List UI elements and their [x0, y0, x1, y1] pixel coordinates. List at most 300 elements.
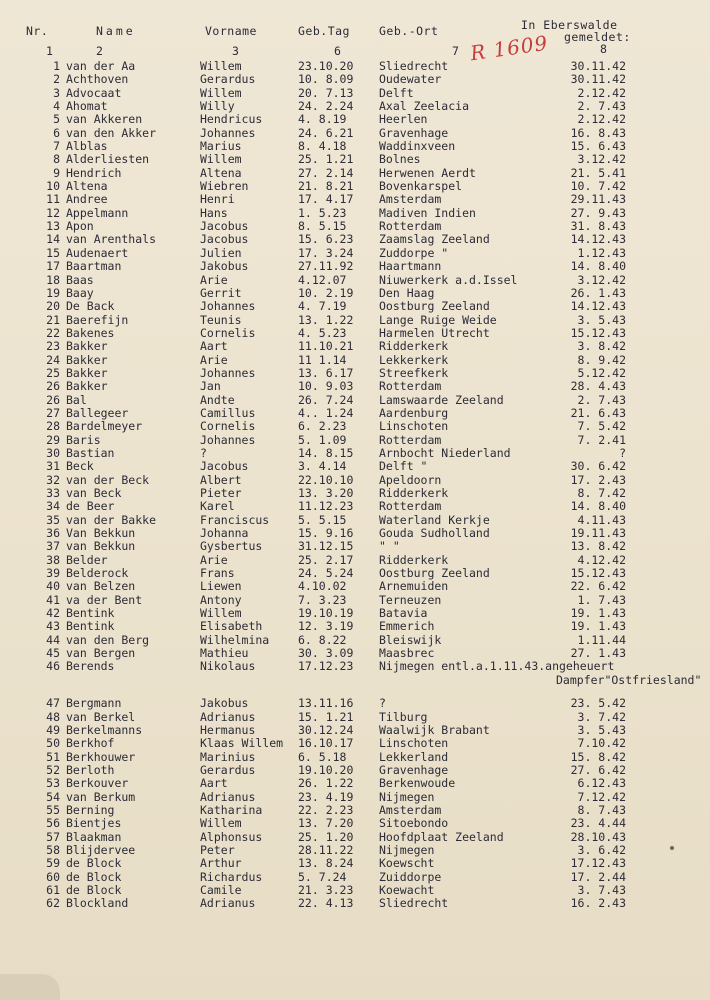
row-number: 54 [46, 789, 60, 804]
row-birthplace: Linschoten [379, 736, 449, 751]
table-row [0, 153, 710, 166]
table-row [0, 711, 710, 724]
row-name: Berkhouwer [66, 749, 136, 764]
row-vorname: Teunis [200, 312, 242, 327]
row-number: 53 [46, 776, 60, 791]
table-row [0, 193, 710, 206]
row-vorname: Elisabeth [200, 619, 263, 634]
row-vorname: Arthur [200, 856, 242, 871]
handwritten-stamp: R 1609 [468, 30, 550, 66]
row-name: van der Aa [66, 59, 136, 73]
row-vorname: Johanna [200, 526, 249, 541]
row-birthdate: 24. 2.24 [298, 99, 354, 114]
row-name: Bardelmeyer [66, 419, 143, 434]
row-birthdate: 23.10.20 [298, 59, 354, 73]
row-number: 55 [46, 802, 60, 817]
row-name: Altena [66, 179, 108, 194]
row-name: Blijdervee [66, 842, 136, 857]
row-name: Berkelmanns [66, 722, 143, 737]
row-birthplace: Rotterdam [379, 432, 442, 447]
row-birthplace: Axal Zeelacia [379, 99, 470, 114]
row-registered: 4.12.42 [577, 552, 626, 567]
row-birthdate: 30.12.24 [298, 722, 354, 737]
header-gemeldet: gemeldet: [564, 30, 631, 44]
row-number: 22 [46, 325, 60, 340]
row-registered: 14. 8.40 [570, 259, 626, 274]
row-birthplace: Ridderkerk [379, 339, 449, 354]
row-vorname: Aart [200, 776, 228, 791]
row-vorname: Katharina [200, 802, 263, 817]
row-birthdate: 19.10.20 [298, 762, 354, 777]
row-vorname: Johannes [200, 125, 256, 140]
row-name: van den Akker [66, 125, 157, 140]
row-birthdate: 17. 4.17 [298, 192, 354, 207]
row-name: Baay [66, 285, 94, 300]
row-birthdate: 6. 8.22 [298, 632, 347, 647]
row-registered: 21. 6.43 [570, 405, 626, 420]
row-birthdate: 4.. 1.24 [298, 405, 354, 420]
ink-dot [670, 846, 674, 850]
table-row [0, 274, 710, 287]
row-birthplace: Lange Ruige Weide [379, 312, 497, 327]
row-registered: 3. 7.43 [577, 882, 626, 897]
table-row [0, 460, 710, 473]
row-vorname: Cornelis [200, 325, 256, 340]
row-number: 42 [46, 606, 60, 621]
row-birthplace: Den Haag [379, 285, 435, 300]
row-vorname: Julien [200, 245, 242, 260]
row-birthplace: Bovenkarspel [379, 179, 463, 194]
row-number: 17 [46, 259, 60, 274]
row-birthplace: Sliedrecht [379, 59, 449, 73]
row-name: van der Bakke [66, 512, 157, 527]
row-name: Bakker [66, 352, 108, 367]
row-vorname: Adrianus [200, 789, 256, 804]
row-birthdate: 10. 8.09 [298, 72, 354, 87]
row-birthplace: Oostburg Zeeland [379, 566, 490, 581]
row-vorname: Marius [200, 139, 242, 154]
row-birthdate: 10. 2.19 [298, 285, 354, 300]
row-birthdate: 22. 2.23 [298, 802, 354, 817]
table-row [0, 871, 710, 884]
row-registered: 17.12.43 [570, 856, 626, 871]
row-number: 29 [46, 432, 60, 447]
row-name: Beck [66, 459, 94, 474]
table-row [0, 100, 710, 113]
row-number: 51 [46, 749, 60, 764]
row-number: 21 [46, 312, 60, 327]
row-birthplace: Tilburg [379, 709, 428, 724]
row-name: van Berkel [66, 709, 136, 724]
row-registered: 17. 2.44 [570, 869, 626, 884]
row-birthplace: Arnemuiden [379, 579, 449, 594]
table-row [0, 580, 710, 593]
row-number: 35 [46, 512, 60, 527]
header-name: Name [96, 24, 136, 38]
row-vorname: Willem [200, 816, 242, 831]
table-header [0, 18, 710, 58]
row-vorname: Hendricus [200, 112, 263, 127]
row-vorname: Hans [200, 205, 228, 220]
row-name: Bastian [66, 445, 115, 460]
row-vorname: Henri [200, 192, 235, 207]
table-row [0, 260, 710, 273]
row-number: 39 [46, 566, 60, 581]
table-row [0, 540, 710, 553]
row-vorname: Nikolaus [200, 659, 256, 674]
row-vorname: Arie [200, 272, 228, 287]
row-number: 8 [53, 152, 60, 167]
row-registered: 5.12.42 [577, 365, 626, 380]
row-birthplace: Nijmegen entl.a.1.11.43.angeheuert [379, 659, 615, 674]
row-name: de Block [66, 856, 122, 871]
row-birthdate: 12. 3.19 [298, 619, 354, 634]
table-row [0, 447, 710, 460]
row-birthdate: 11.12.23 [298, 499, 354, 514]
row-number: 26 [46, 379, 60, 394]
row-name: Belderock [66, 566, 129, 581]
row-vorname: Willem [200, 606, 242, 621]
row-number: 37 [46, 539, 60, 554]
row-number: 60 [46, 869, 60, 884]
row-name: Advocaat [66, 85, 122, 100]
row-birthdate: 4.10.02 [298, 579, 347, 594]
row-birthplace: Nijmegen [379, 842, 435, 857]
table-row [0, 247, 710, 260]
row-birthplace: Zuiddorpe [379, 869, 442, 884]
row-number: 46 [46, 659, 60, 674]
row-name: van Belzen [66, 579, 136, 594]
row-name: van der Beck [66, 472, 150, 487]
row-registered: 7.12.42 [577, 789, 626, 804]
row-name: Bal [66, 392, 87, 407]
row-name: van Akkeren [66, 112, 143, 127]
row-name: Baas [66, 272, 94, 287]
row-registered: 7.10.42 [577, 736, 626, 751]
row-registered: 22. 6.42 [570, 579, 626, 594]
row-name: Berning [66, 802, 115, 817]
table-row [0, 60, 710, 73]
row-birthplace: Hoofdplaat Zeeland [379, 829, 504, 844]
table-row [0, 831, 710, 844]
row-name: de Block [66, 869, 122, 884]
table-row [0, 514, 710, 527]
row-vorname: Aart [200, 339, 228, 354]
table-row [0, 817, 710, 830]
row-vorname: Johannes [200, 299, 256, 314]
table-row [0, 884, 710, 897]
row-name: van Arenthals [66, 232, 157, 247]
row-birthdate: 4. 8.19 [298, 112, 347, 127]
row-registered: 6.12.43 [577, 776, 626, 791]
row-number: 40 [46, 579, 60, 594]
row-registered: 8. 9.42 [577, 352, 626, 367]
row-birthdate: 24. 6.21 [298, 125, 354, 140]
row-number: 3 [53, 85, 60, 100]
column-number: 2 [96, 44, 104, 58]
row-name: van Bekkun [66, 539, 136, 554]
table-row [0, 857, 710, 870]
row-registered: 8. 7.43 [577, 802, 626, 817]
row-birthplace: Waddinxveen [379, 139, 456, 154]
row-registered: 3. 8.42 [577, 339, 626, 354]
row-name: Baerefijn [66, 312, 129, 327]
row-vorname: Cornelis [200, 419, 256, 434]
row-birthdate: 24. 5.24 [298, 566, 354, 581]
row-vorname: Andte [200, 392, 235, 407]
row-registered: 1.11.44 [577, 632, 626, 647]
row-registered: 29.11.43 [570, 192, 626, 207]
row-name: Bakker [66, 339, 108, 354]
table-row [0, 474, 710, 487]
row-registered: 14.12.43 [570, 232, 626, 247]
row-birthplace: Niuwerkerk a.d.Issel [379, 272, 518, 287]
row-vorname: Jakobus [200, 259, 249, 274]
row-birthplace: Nijmegen [379, 789, 435, 804]
row-number: 50 [46, 736, 60, 751]
row-vorname: Wilhelmina [200, 632, 270, 647]
table-row [0, 434, 710, 447]
row-birthplace: Rotterdam [379, 379, 442, 394]
row-birthdate: 4. 5.23 [298, 325, 347, 340]
row-vorname: Wiebren [200, 179, 249, 194]
row-number: 26 [46, 392, 60, 407]
row-registered: 13. 8.42 [570, 539, 626, 554]
row-birthdate: 11.10.21 [298, 339, 354, 354]
row-vorname: Jacobus [200, 219, 249, 234]
row-number: 18 [46, 272, 60, 287]
row-number: 19 [46, 285, 60, 300]
row-birthplace: Delft " [379, 459, 428, 474]
row-birthplace: Delft [379, 85, 414, 100]
row-number: 14 [46, 232, 60, 247]
row-vorname: Arie [200, 352, 228, 367]
row-number: 23 [46, 339, 60, 354]
row-birthdate: 7. 3.23 [298, 592, 347, 607]
row-name: Appelmann [66, 205, 129, 220]
row-number: 27 [46, 405, 60, 420]
table-row [0, 844, 710, 857]
row-vorname: ? [200, 445, 207, 460]
row-number: 10 [46, 179, 60, 194]
row-birthplace: " " [379, 539, 400, 554]
table-row [0, 420, 710, 433]
row-number: 4 [53, 99, 60, 114]
header-nr: Nr. [26, 24, 49, 38]
row-vorname: Jacobus [200, 232, 249, 247]
row-name: Achthoven [66, 72, 129, 87]
row-number: 31 [46, 459, 60, 474]
row-number: 1 [53, 59, 60, 73]
row-birthdate: 15. 6.23 [298, 232, 354, 247]
row-registered: 28. 4.43 [570, 379, 626, 394]
row-birthplace: Emmerich [379, 619, 435, 634]
row-name: Belder [66, 552, 108, 567]
row-registered: 10. 7.42 [570, 179, 626, 194]
table-row [0, 233, 710, 246]
row-vorname: Adrianus [200, 896, 256, 911]
header-in-eberswalde: In Eberswalde [521, 18, 618, 32]
row-birthplace: Amsterdam [379, 192, 442, 207]
row-registered: 3. 6.42 [577, 842, 626, 857]
row-name: Andree [66, 192, 108, 207]
table-row [0, 487, 710, 500]
table-row [0, 567, 710, 580]
row-number: 43 [46, 619, 60, 634]
table-row [0, 737, 710, 750]
row-birthplace: Sliedrecht [379, 896, 449, 911]
row-birthdate: 13.11.16 [298, 696, 354, 711]
table-row [0, 300, 710, 313]
table-row [0, 220, 710, 233]
row-birthplace: Waalwijk Brabant [379, 722, 490, 737]
row-birthplace: Terneuzen [379, 592, 442, 607]
row-birthdate: 17.12.23 [298, 659, 354, 674]
row-birthdate: 27. 2.14 [298, 165, 354, 180]
row-name: De Back [66, 299, 115, 314]
row-birthdate: 13. 8.24 [298, 856, 354, 871]
row-number: 2 [53, 72, 60, 87]
row-vorname: Camile [200, 882, 242, 897]
row-number: 24 [46, 352, 60, 367]
row-number: 62 [46, 896, 60, 911]
row-vorname: Richardus [200, 869, 263, 884]
header-gebtag: Geb.Tag [298, 24, 350, 38]
row-birthplace: Rotterdam [379, 499, 442, 514]
row-birthplace: Linschoten [379, 419, 449, 434]
row-registered: 3. 5.43 [577, 312, 626, 327]
row-birthdate: 21. 8.21 [298, 179, 354, 194]
row-name: van Berkum [66, 789, 136, 804]
row-birthplace: Berkenwoude [379, 776, 456, 791]
row-registered: 26. 1.43 [570, 285, 626, 300]
row-birthplace: Haartmann [379, 259, 442, 274]
row-birthdate: 26. 7.24 [298, 392, 354, 407]
row-vorname: Johannes [200, 365, 256, 380]
row-number: 5 [53, 112, 60, 127]
torn-corner [0, 974, 60, 1000]
row-registered: 3.12.42 [577, 272, 626, 287]
row-birthdate: 15. 9.16 [298, 526, 354, 541]
row-birthplace: Streefkerk [379, 365, 449, 380]
row-vorname: Willy [200, 99, 235, 114]
row-vorname: Altena [200, 165, 242, 180]
row-vorname: Jan [200, 379, 221, 394]
row-registered: 16. 8.43 [570, 125, 626, 140]
header-vorname: Vorname [205, 24, 257, 38]
row-name: va der Bent [66, 592, 143, 607]
row-number: 48 [46, 709, 60, 724]
row-number: 49 [46, 722, 60, 737]
row-birthplace: Gouda Sudholland [379, 526, 490, 541]
row-number: 11 [46, 192, 60, 207]
row-name: Alblas [66, 139, 108, 154]
row-registered: 19.11.43 [570, 526, 626, 541]
table-row [0, 620, 710, 633]
table-row [0, 660, 710, 673]
row-registered: 1. 7.43 [577, 592, 626, 607]
dampfer-note: Dampfer"Ostfriesland" [556, 672, 702, 687]
row-birthplace: Oostburg Zeeland [379, 299, 490, 314]
row-birthplace: ? [379, 696, 386, 711]
row-birthplace: Aardenburg [379, 405, 449, 420]
row-birthdate: 23. 4.19 [298, 789, 354, 804]
row-birthdate: 28.11.22 [298, 842, 354, 857]
table-row [0, 287, 710, 300]
row-name: Bakenes [66, 325, 115, 340]
row-birthplace: Gravenhage [379, 762, 449, 777]
row-vorname: Klaas Willem [200, 736, 284, 751]
row-number: 20 [46, 299, 60, 314]
row-registered: 2.12.42 [577, 112, 626, 127]
table-row [0, 340, 710, 353]
row-birthplace: Lekkerland [379, 749, 449, 764]
table-row [0, 207, 710, 220]
row-birthdate: 19.10.19 [298, 606, 354, 621]
row-number: 34 [46, 499, 60, 514]
row-vorname: Hermanus [200, 722, 256, 737]
row-birthplace: Ridderkerk [379, 552, 449, 567]
row-birthplace: Bleiswijk [379, 632, 442, 647]
row-birthplace: Maasbrec [379, 646, 435, 661]
row-birthdate: 11 1.14 [298, 352, 347, 367]
row-registered: 14. 8.40 [570, 499, 626, 514]
row-birthplace: Rotterdam [379, 219, 442, 234]
row-registered: 19. 1.43 [570, 606, 626, 621]
row-birthplace: Ridderkerk [379, 486, 449, 500]
row-birthplace: Amsterdam [379, 802, 442, 817]
table-row [0, 327, 710, 340]
row-birthdate: 27.11.92 [298, 259, 354, 274]
row-number: 12 [46, 205, 60, 220]
row-registered: 30.11.42 [570, 72, 626, 87]
row-number: 52 [46, 762, 60, 777]
row-name: de Block [66, 882, 122, 897]
row-birthplace: Gravenhage [379, 125, 449, 140]
row-number: 47 [46, 696, 60, 711]
row-registered: 27. 6.42 [570, 762, 626, 777]
row-vorname: Liewen [200, 579, 242, 594]
table-row [0, 367, 710, 380]
table-row [0, 777, 710, 790]
row-registered: 15.12.43 [570, 325, 626, 340]
row-registered: 14.12.43 [570, 299, 626, 314]
row-name: Baris [66, 432, 101, 447]
row-registered: 7. 2.41 [577, 432, 626, 447]
row-name: Bakker [66, 379, 108, 394]
row-vorname: Gerrit [200, 285, 242, 300]
row-vorname: Franciscus [200, 512, 270, 527]
table-row [0, 394, 710, 407]
row-number: 57 [46, 829, 60, 844]
row-registered: 23. 4.44 [570, 816, 626, 831]
row-name: Bergmann [66, 696, 122, 711]
row-registered: 2.12.42 [577, 85, 626, 100]
row-registered: 3.12.42 [577, 152, 626, 167]
row-birthdate: 26. 1.22 [298, 776, 354, 791]
row-name: Blockland [66, 896, 129, 911]
row-vorname: Arie [200, 552, 228, 567]
column-number: 1 [46, 44, 54, 58]
row-number: 41 [46, 592, 60, 607]
table-row [0, 764, 710, 777]
row-birthplace: Lekkerkerk [379, 352, 449, 367]
table-row [0, 113, 710, 126]
row-birthplace: Koewscht [379, 856, 435, 871]
row-birthdate: 20. 7.13 [298, 85, 354, 100]
row-name: Blaakman [66, 829, 122, 844]
row-birthdate: 8. 5.15 [298, 219, 347, 234]
